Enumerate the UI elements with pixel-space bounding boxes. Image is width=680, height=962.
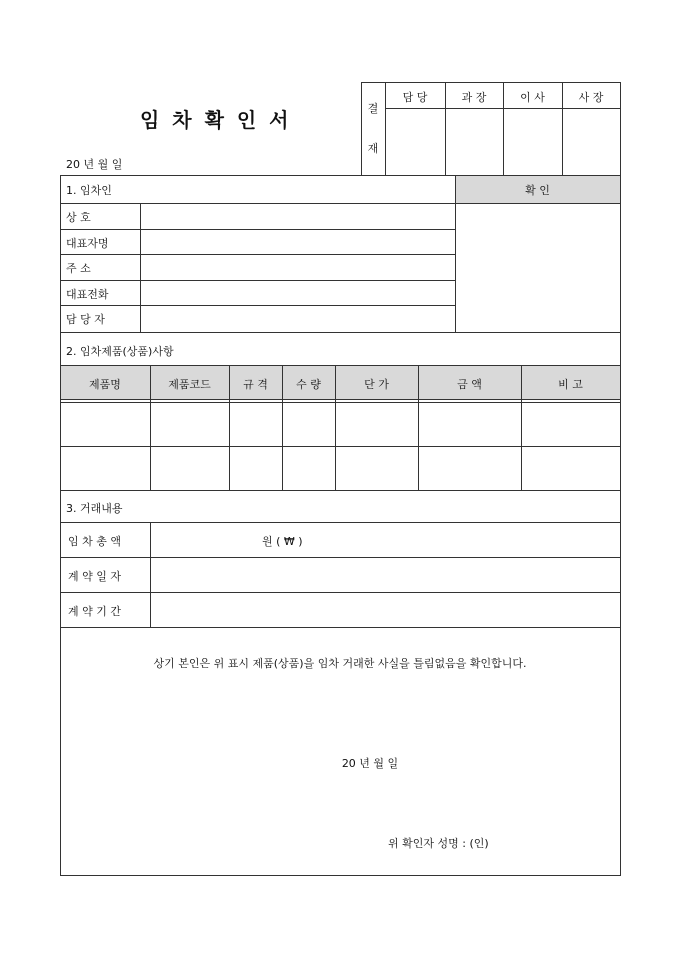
col-product-code: 제품코드 bbox=[168, 378, 211, 391]
field-contact-person: 담 당 자 bbox=[66, 313, 105, 326]
representative-input[interactable] bbox=[141, 230, 455, 254]
section3-heading: 3. 거래내용 bbox=[66, 502, 123, 515]
confirm-label: 확 인 bbox=[525, 184, 550, 197]
section2-heading: 2. 임차제품(상품)사항 bbox=[66, 345, 174, 358]
col-remarks: 비 고 bbox=[558, 378, 583, 391]
field-phone: 대표전화 bbox=[66, 288, 109, 301]
contact-person-input[interactable] bbox=[141, 306, 455, 331]
approval-col-manager: 담 당 bbox=[402, 91, 428, 104]
approval-col-president: 사 장 bbox=[578, 91, 604, 104]
approval-label-bottom: 재 bbox=[367, 142, 379, 155]
contract-period-input[interactable] bbox=[151, 593, 620, 627]
col-spec: 규 격 bbox=[243, 378, 268, 391]
address-input[interactable] bbox=[141, 255, 455, 280]
document-title: 임 차 확 인 서 bbox=[140, 108, 292, 132]
product-row[interactable] bbox=[61, 403, 620, 446]
contract-period-label: 계 약 기 간 bbox=[68, 605, 121, 618]
total-amount-value[interactable]: 원 ( ₩ ) bbox=[262, 535, 303, 548]
contract-date-label: 계 약 일 자 bbox=[68, 570, 121, 583]
confirm-stamp-area[interactable] bbox=[456, 204, 620, 332]
field-address: 주 소 bbox=[66, 262, 91, 275]
field-company-name: 상 호 bbox=[66, 211, 91, 224]
signing-date: 20 년 월 일 bbox=[341, 757, 399, 770]
confirmation-statement: 상기 본인은 위 표시 제품(상품)을 임차 거래한 사실을 틀림없음을 확인합니다. bbox=[153, 657, 527, 670]
product-row[interactable] bbox=[61, 447, 620, 490]
company-name-input[interactable] bbox=[141, 204, 455, 229]
total-amount-label: 임 차 총 액 bbox=[68, 535, 121, 548]
approval-col-section-chief: 과 장 bbox=[461, 91, 487, 104]
signature-line[interactable]: 위 확인자 성명 : (인) bbox=[388, 837, 489, 850]
col-unit-price: 단 가 bbox=[364, 378, 389, 391]
col-product-name: 제품명 bbox=[89, 378, 121, 391]
field-representative: 대표자명 bbox=[66, 237, 109, 250]
approval-col-director: 이 사 bbox=[520, 91, 545, 104]
col-amount: 금 액 bbox=[457, 378, 482, 391]
col-quantity: 수 량 bbox=[296, 378, 321, 391]
approval-label-top: 결 bbox=[367, 102, 379, 115]
contract-date-input[interactable] bbox=[151, 558, 620, 592]
date-line: 20 년 월 일 bbox=[66, 158, 123, 171]
section1-heading: 1. 임차인 bbox=[66, 184, 112, 197]
phone-input[interactable] bbox=[141, 281, 455, 305]
